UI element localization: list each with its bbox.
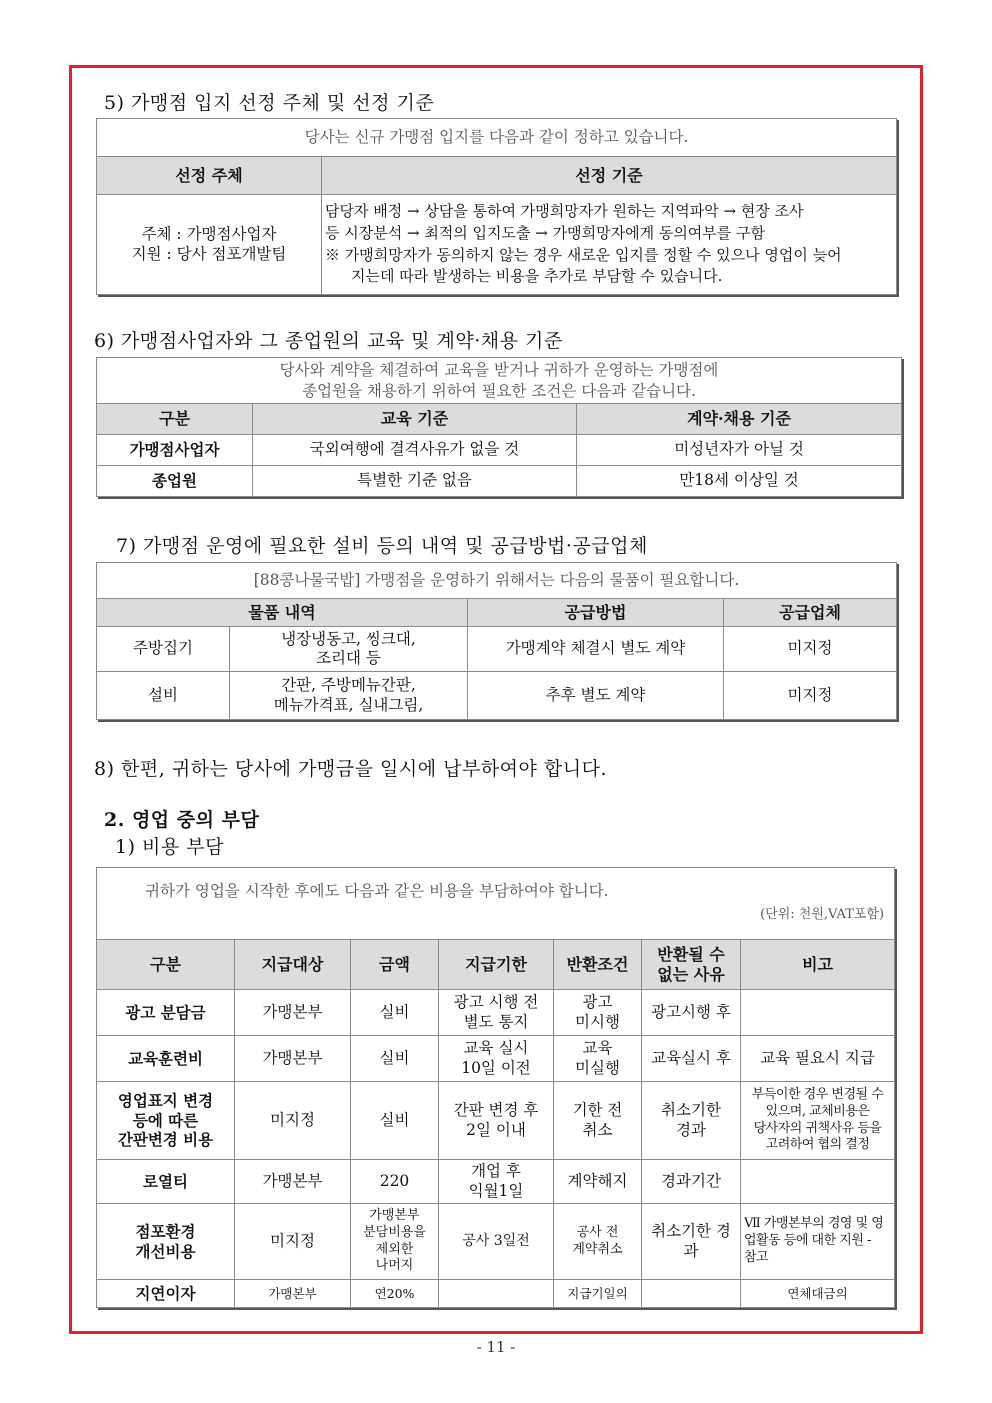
table-row [97, 435, 902, 466]
header-cell: 물품 내역 [97, 599, 468, 627]
table-cell: 교육실시 후 [642, 1036, 741, 1082]
table-row [97, 1036, 895, 1082]
header-cell: 비고 [741, 940, 895, 990]
row-label: 가맹점사업자 [97, 435, 253, 466]
table-cell: 미성년자가 아닐 것 [577, 435, 902, 466]
row-label: 광고 분담금 [97, 990, 235, 1036]
table-cell: 미지정 [724, 627, 897, 672]
table-row [97, 1280, 895, 1308]
table-cell: 계약해지 [554, 1160, 642, 1204]
table-cell: 미지정 [724, 672, 897, 720]
table-row [97, 672, 897, 720]
item-line: 냉장냉동고, 씽크대, [281, 629, 416, 648]
item-line: 메뉴가격표, 실내그림, [273, 695, 424, 714]
section-6-heading: 6) 가맹점사업자와 그 종업원의 교육 및 계약·채용 기준 [94, 330, 563, 352]
table-row [97, 990, 895, 1036]
header-cell: 구분 [97, 940, 235, 990]
table-cell: 실비 [351, 1036, 439, 1082]
table-cell: 연체대금의 [741, 1280, 895, 1308]
row-label: 종업원 [97, 466, 253, 497]
table-row [97, 1160, 895, 1204]
table-cell: 간판 변경 후 2일 이내 [439, 1082, 554, 1160]
intro-line: 종업원을 채용하기 위하여 필요한 조건은 다음과 같습니다. [302, 381, 696, 400]
table-cell: 220 [351, 1160, 439, 1204]
table-cell [230, 627, 468, 672]
row-label: 설비 [97, 672, 230, 720]
header-cell: 선정 기준 [322, 157, 897, 195]
table-row [97, 627, 897, 672]
table-intro: 귀하가 영업을 시작한 후에도 다음과 같은 비용을 부담하여야 합니다. [145, 882, 609, 900]
table-cell: 광고시행 후 [642, 990, 741, 1036]
table-cell: 개업 후 익월1일 [439, 1160, 554, 1204]
table-row [97, 1204, 895, 1280]
row-label: 주방집기 [97, 627, 230, 672]
table-cell: 교육 실시 10일 이전 [439, 1036, 554, 1082]
table-intro-cell [97, 868, 895, 940]
table-cell: 실비 [351, 1082, 439, 1160]
chapter-2-heading: 2. 영업 중의 부담 [104, 809, 260, 831]
table-row [97, 466, 902, 497]
row-label: 지연이자 [97, 1280, 235, 1308]
table-cell: 교육 필요시 지급 [741, 1036, 895, 1082]
table-cell: 공사 3일전 [439, 1204, 554, 1280]
criteria-line: 등 시장분석 → 최적의 입지도출 → 가맹희망자에게 동의여부를 구함 [325, 223, 766, 242]
table-cell: 실비 [351, 990, 439, 1036]
table-cell [439, 1280, 554, 1308]
table-cell: 기한 전 취소 [554, 1082, 642, 1160]
equipment-table [96, 562, 897, 720]
criteria-line: 담당자 배정 → 상담을 통하여 가맹희망자가 원하는 지역파악 → 현장 조사 [325, 202, 804, 220]
subject-line: 주체 : 가맹점사업자 [141, 225, 277, 244]
table-cell: 취소기한 경과 [642, 1082, 741, 1160]
header-cell: 구분 [97, 404, 253, 435]
intro-line: 당사와 계약을 체결하여 교육을 받거나 귀하가 운영하는 가맹점에 [279, 361, 719, 380]
page-number: - 11 - [476, 1338, 516, 1356]
table-cell [741, 1160, 895, 1204]
row-label: 영업표지 변경 등에 따른 간판변경 비용 [97, 1082, 235, 1160]
header-cell: 교육 기준 [253, 404, 577, 435]
table-cell: 공사 전 계약취소 [554, 1204, 642, 1280]
table-cell: 취소기한 경과 [642, 1204, 741, 1280]
table-cell: 특별한 기준 없음 [253, 466, 577, 497]
table-cell: Ⅶ 가맹본부의 경영 및 영 업활동 등에 대한 지원 - 참고 [741, 1204, 895, 1280]
education-criteria-table [96, 357, 902, 497]
table-cell [741, 990, 895, 1036]
table-cell [642, 1280, 741, 1308]
table-cell: 경과기간 [642, 1160, 741, 1204]
table-cell: 가맹본부 분담비용을 제외한 나머지 [351, 1204, 439, 1280]
table-intro: [88콩나물국밥] 가맹점을 운영하기 위해서는 다음의 물품이 필요합니다. [97, 563, 897, 599]
row-label: 교육훈련비 [97, 1036, 235, 1082]
table-cell: 가맹본부 [235, 990, 351, 1036]
table-cell: 연20% [351, 1280, 439, 1308]
table-row [97, 1082, 895, 1160]
table-intro [97, 358, 902, 404]
table-cell: 광고 미시행 [554, 990, 642, 1036]
header-cell: 반환될 수 없는 사유 [642, 940, 741, 990]
location-criteria-table [96, 118, 897, 295]
subject-cell [97, 195, 322, 295]
table-cell: 국외여행에 결격사유가 없을 것 [253, 435, 577, 466]
subject-line: 지원 : 당사 점포개발팀 [131, 244, 287, 263]
cost-burden-table [96, 867, 895, 1308]
table-cell: 지급기일의 [554, 1280, 642, 1308]
row-label: 점포환경 개선비용 [97, 1204, 235, 1280]
header-cell: 반환조건 [554, 940, 642, 990]
item-line: 조리대 등 [316, 649, 381, 667]
criteria-cell [322, 195, 897, 295]
table-cell: 광고 시행 전 별도 통지 [439, 990, 554, 1036]
row-label: 로열티 [97, 1160, 235, 1204]
table-cell: 가맹본부 [235, 1160, 351, 1204]
table-cell: 가맹본부 [235, 1280, 351, 1308]
table-cell [230, 672, 468, 720]
section-5-heading: 5) 가맹점 입지 선정 주체 및 선정 기준 [104, 92, 435, 114]
header-cell: 금액 [351, 940, 439, 990]
unit-note: (단위: 천원,VAT포함) [760, 907, 885, 923]
item-line: 간판, 주방메뉴간판, [281, 676, 416, 695]
section-8-heading: 8) 한편, 귀하는 당사에 가맹금을 일시에 납부하여야 합니다. [94, 758, 608, 780]
header-cell: 지급기한 [439, 940, 554, 990]
section-7-heading: 7) 가맹점 운영에 필요한 설비 등의 내역 및 공급방법·공급업체 [116, 535, 648, 557]
criteria-note: ※ 가맹희망자가 동의하지 않는 경우 새로운 입지를 정할 수 있으나 영업이 늦어 [325, 245, 842, 264]
header-cell: 공급업체 [724, 599, 897, 627]
table-cell: 가맹본부 [235, 1036, 351, 1082]
table-cell: 만18세 이상일 것 [577, 466, 902, 497]
header-cell: 계약·채용 기준 [577, 404, 902, 435]
table-cell: 가맹계약 체결시 별도 계약 [468, 627, 724, 672]
header-cell: 공급방법 [468, 599, 724, 627]
criteria-note: 지는데 따라 발생하는 비용을 추가로 부담할 수 있습니다. [351, 267, 723, 286]
table-cell: 추후 별도 계약 [468, 672, 724, 720]
table-cell: 교육 미실행 [554, 1036, 642, 1082]
header-cell: 선정 주체 [97, 157, 322, 195]
table-cell: 미지정 [235, 1082, 351, 1160]
table-cell: 부득이한 경우 변경될 수 있으며, 교체비용은 당사자의 귀책사유 등을 고려하여 협의 결정 [741, 1082, 895, 1160]
cost-subheading: 1) 비용 부담 [115, 836, 224, 858]
table-intro: 당사는 신규 가맹점 입지를 다음과 같이 정하고 있습니다. [97, 119, 897, 157]
header-cell: 지급대상 [235, 940, 351, 990]
table-cell: 미지정 [235, 1204, 351, 1280]
